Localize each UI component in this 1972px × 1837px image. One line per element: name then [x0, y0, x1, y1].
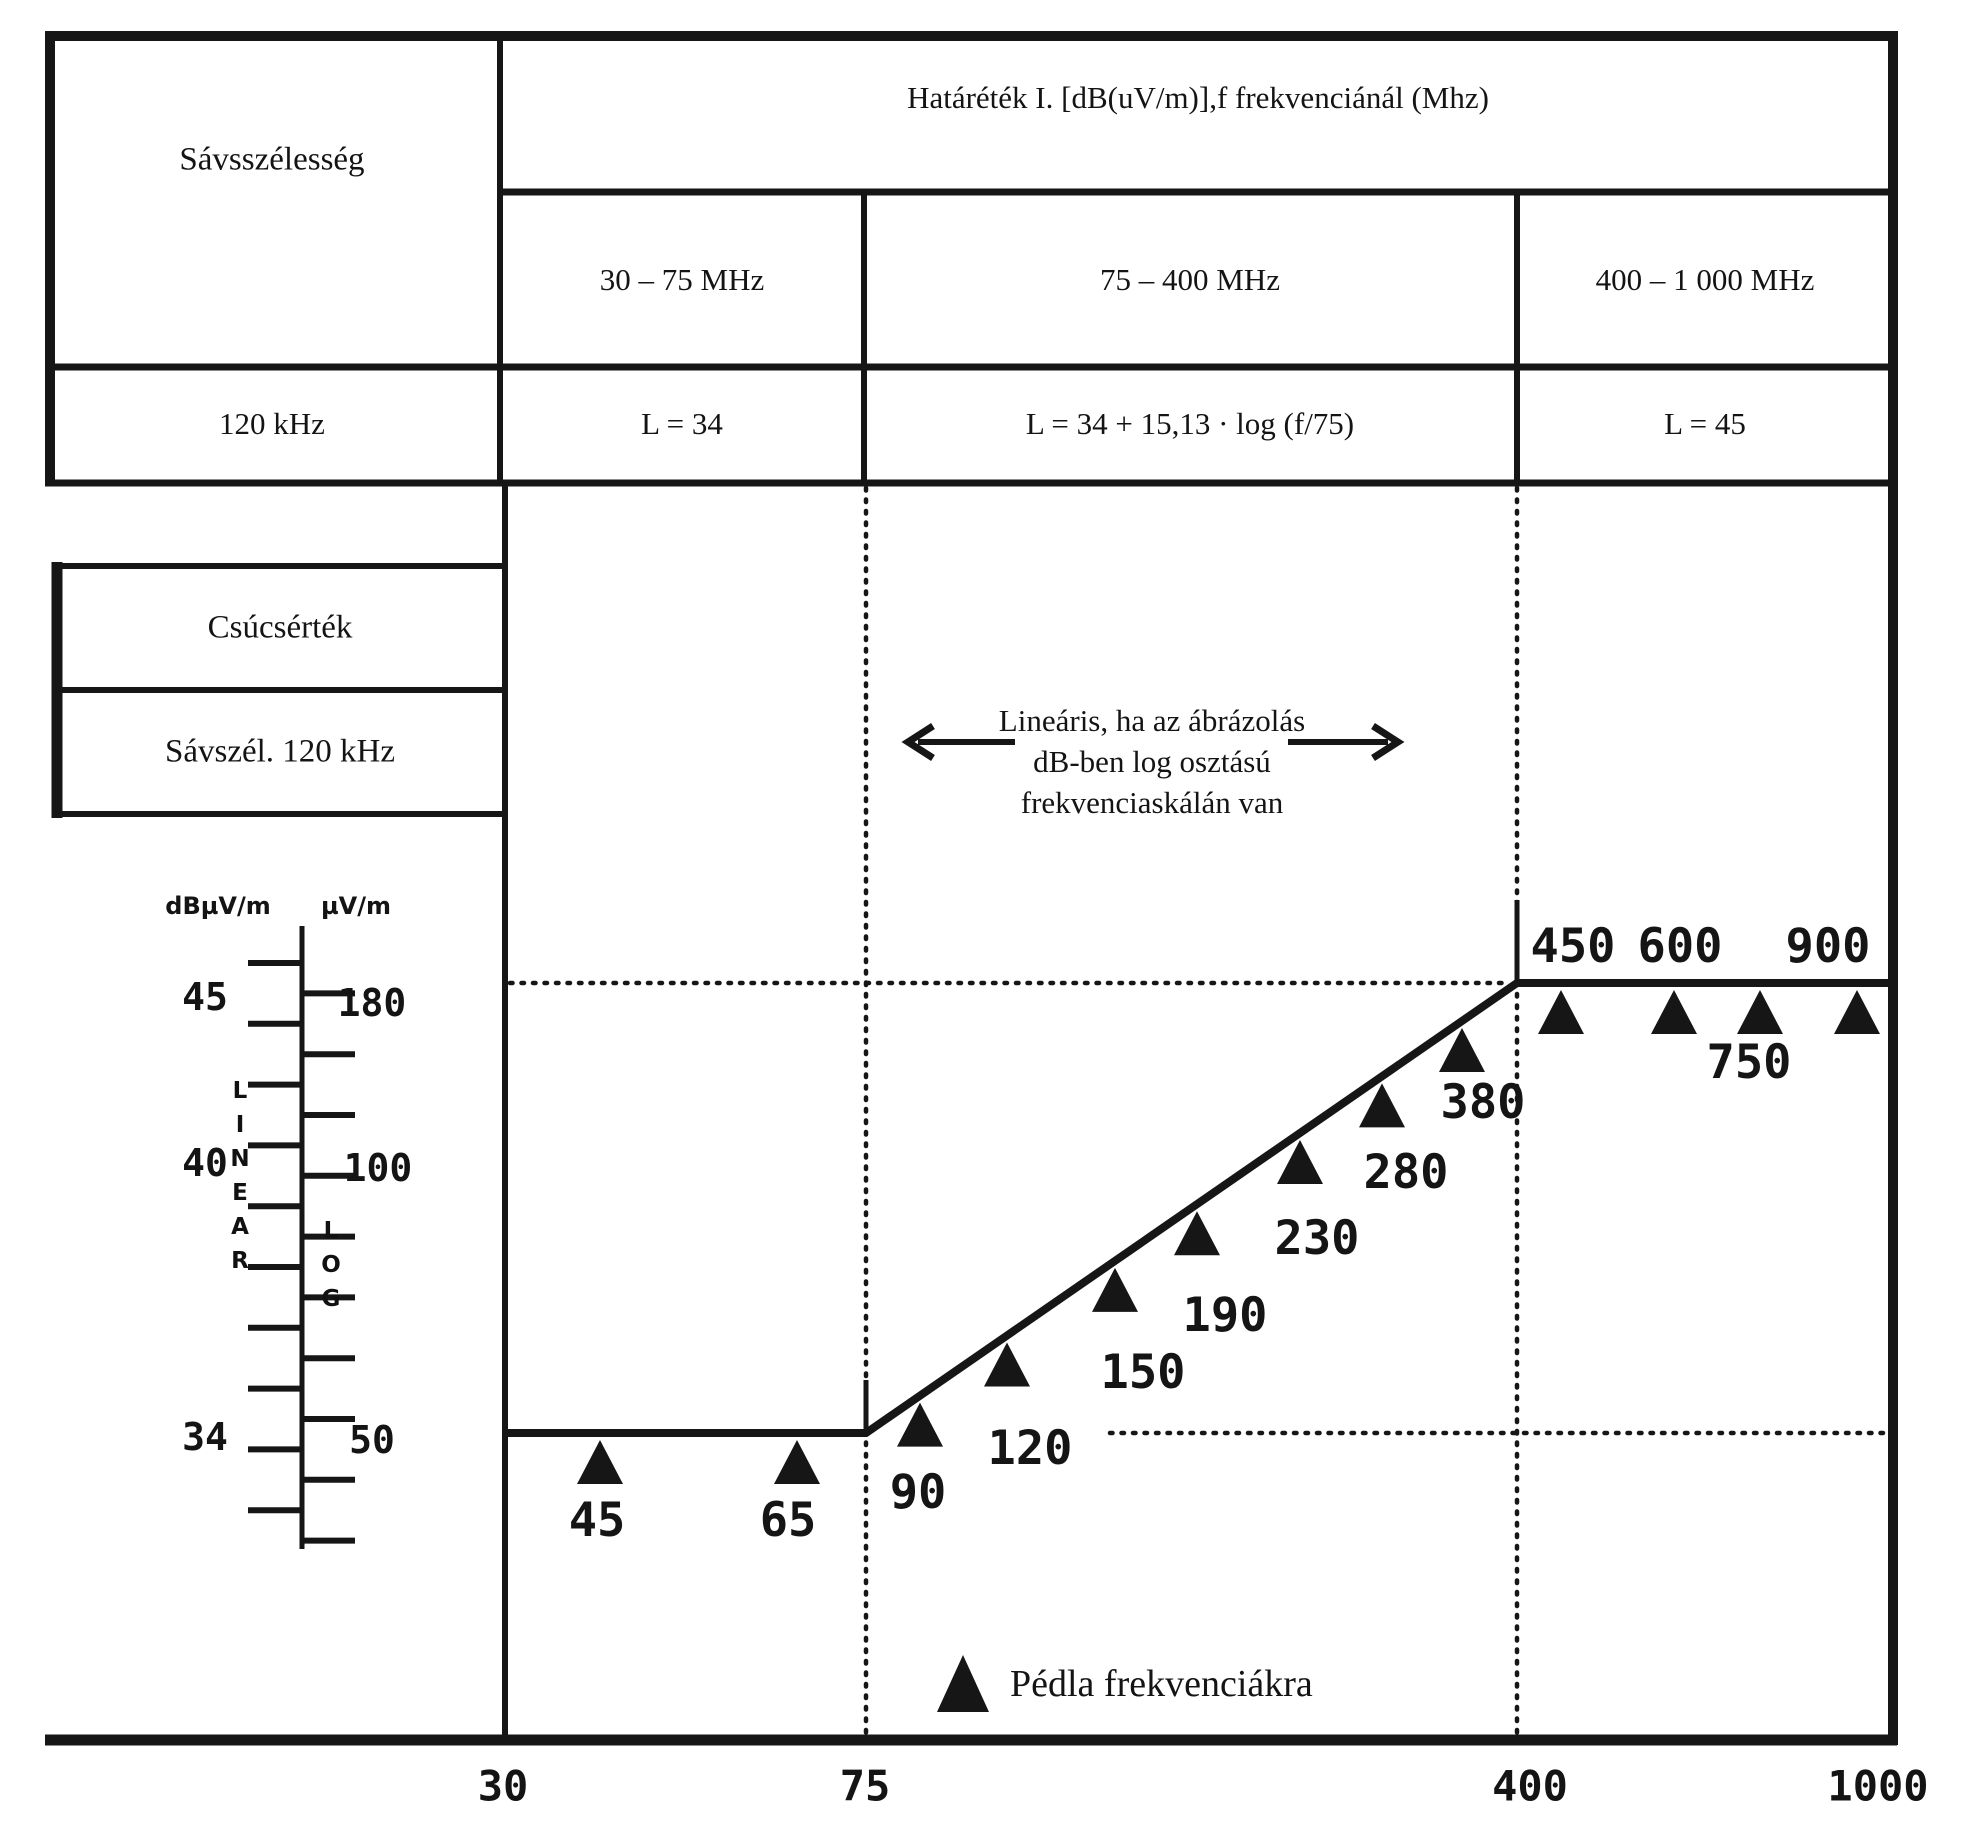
- linear-scale-label: LINEAR: [227, 1078, 253, 1282]
- table-formula-band2: L = 34 + 15,13 · log (f/75): [1025, 406, 1355, 441]
- y-unit-uv-label: µV/m: [320, 892, 392, 920]
- legend-triangle-icon: [937, 1655, 989, 1712]
- example-frequency-marker: [1651, 990, 1697, 1034]
- example-frequency-label: 90: [889, 1465, 947, 1520]
- y-scale-uv-100: 100: [343, 1146, 413, 1190]
- x-tick-1000: 1000: [1827, 1761, 1929, 1811]
- y-scale-db-34: 34: [182, 1415, 228, 1459]
- example-frequency-label: 280: [1363, 1145, 1449, 1200]
- example-frequency-marker: [1737, 990, 1783, 1034]
- table-bandwidth-header: Sávsszélesség: [179, 141, 365, 178]
- example-frequency-label: 900: [1785, 919, 1871, 974]
- example-frequency-label: 380: [1440, 1075, 1526, 1130]
- annotation-line-2: dB-ben log osztású: [1033, 744, 1271, 779]
- example-frequency-marker: [774, 1440, 820, 1484]
- table-band-75-400: 75 – 400 MHz: [1100, 262, 1280, 297]
- y-scale-db-40: 40: [182, 1141, 228, 1185]
- table-formula-band3: L = 45: [1664, 406, 1746, 441]
- table-limit-header: Határéték I. [dB(uV/m)],f frekvenciánál (Mhz): [907, 80, 1489, 115]
- example-frequency-label: 230: [1274, 1211, 1360, 1266]
- y-scale-db-45: 45: [182, 975, 228, 1019]
- y-scale-uv-180: 180: [337, 981, 407, 1025]
- example-frequency-label: 150: [1100, 1345, 1186, 1400]
- peak-value-label: Csúcsérték: [207, 609, 353, 646]
- example-frequency-marker: [1834, 990, 1880, 1034]
- bandwidth-120khz-label: Sávszél. 120 kHz: [164, 733, 396, 770]
- example-frequency-label: 750: [1706, 1035, 1792, 1090]
- example-frequency-label: 65: [759, 1493, 817, 1548]
- example-frequency-label: 45: [568, 1493, 626, 1548]
- example-frequency-label: 120: [987, 1421, 1073, 1476]
- x-tick-75: 75: [839, 1761, 891, 1811]
- x-tick-30: 30: [477, 1761, 529, 1811]
- x-tick-400: 400: [1492, 1761, 1568, 1811]
- chart-dynamic-layer: [248, 488, 1893, 1736]
- table-band-30-75: 30 – 75 MHz: [599, 262, 765, 297]
- table-band-400-1000: 400 – 1 000 MHz: [1595, 262, 1815, 297]
- legend-label: Pédla frekvenciákra: [1010, 1663, 1313, 1705]
- example-frequency-label: 600: [1637, 919, 1723, 974]
- limit-line: [505, 983, 1893, 1433]
- y-scale-uv-50: 50: [349, 1418, 395, 1462]
- example-frequency-marker: [1538, 990, 1584, 1034]
- example-frequency-label: 450: [1530, 919, 1616, 974]
- table-row-bandwidth: 120 kHz: [219, 406, 325, 441]
- example-frequency-label: 190: [1182, 1288, 1268, 1343]
- annotation-line-3: frekvenciaskálán van: [1020, 785, 1284, 820]
- log-scale-label: LOG: [318, 1218, 344, 1320]
- table-formula-band1: L = 34: [641, 406, 723, 441]
- annotation-line-1: Lineáris, ha az ábrázolás: [998, 703, 1306, 738]
- example-frequency-marker: [577, 1440, 623, 1484]
- linear-log-annotation: [999, 700, 1305, 823]
- y-unit-db-label: dBµV/m: [165, 892, 271, 920]
